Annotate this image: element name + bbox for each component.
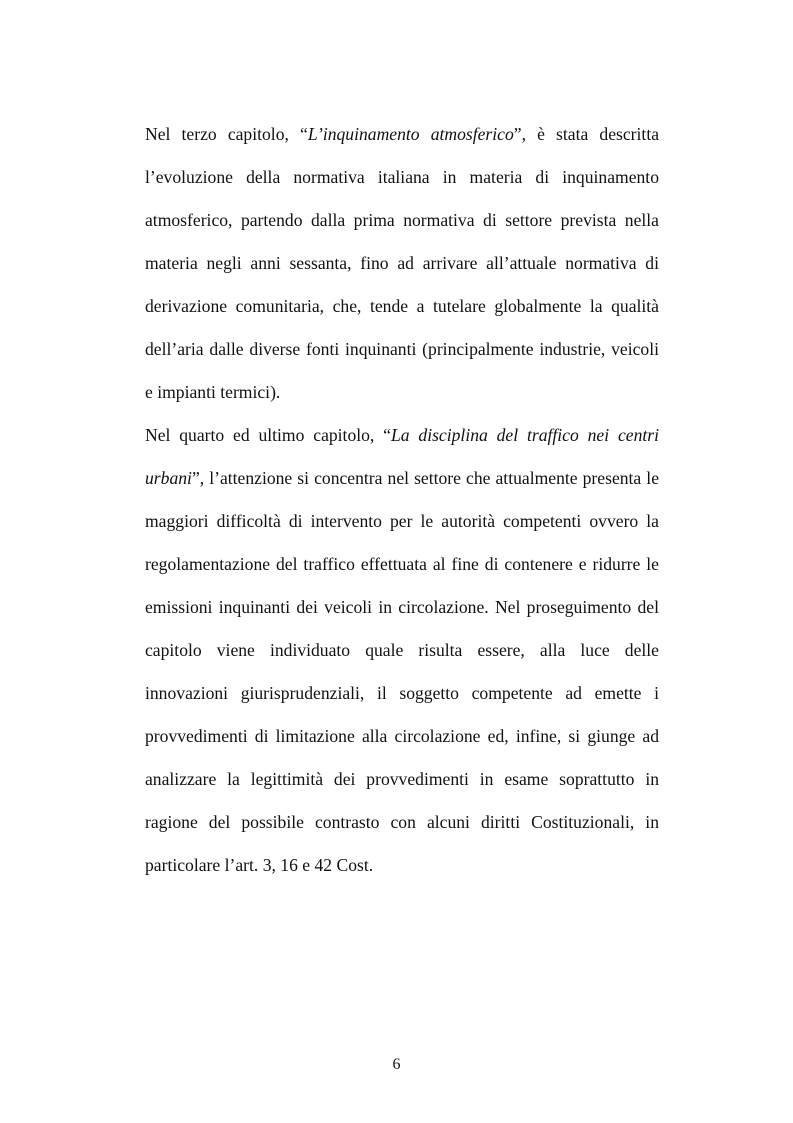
paragraph-2-text-end: ”, l’attenzione si concentra nel settore che attualmente presenta le maggiori difficoltà di intervento per le autorità competenti ovvero la regolamentazione del traffico effettuata al fine di contenere e ridurre le emissioni inquinanti dei veicoli in circolazione. Nel proseguimento del capitolo viene individuato quale risulta essere, alla luce delle innovazioni giurisprudenziali, il soggetto competente ad emette i provvedimenti di limitazione alla circolazione ed, infine, si giunge ad analizzare la legittimità dei provvedimenti in esame soprattutto in ragione del possibile contrasto con alcuni diritti Costituzionali, in particolare l’art. 3, 16 e 42 Cost. — [145, 468, 659, 875]
paragraph-1-text-end: ”, è stata descritta l’evoluzione della normativa italiana in materia di inquinamento atmosferico, partendo dalla prima normativa di settore prevista nella materia negli anni sessanta, fino ad arrivare all’attuale normativa di derivazione comunitaria, che, tende a tutelare globalmente la qualità dell’aria dalle diverse fonti inquinanti (principalmente industrie, veicoli e impianti termici). — [145, 124, 660, 402]
body-text — [145, 113, 659, 887]
page-number: 6 — [392, 1056, 401, 1073]
paragraph-2-text-start: Nel quarto ed ultimo capitolo, “ — [145, 425, 391, 445]
chapter-title-italic: La disciplina del traffico nei centri urbani — [145, 425, 659, 488]
paragraph-1-text-start: Nel terzo capitolo, “ — [145, 124, 308, 144]
chapter-title-italic: L’inquinamento atmosferico — [307, 124, 514, 144]
paragraph-third-chapter — [145, 113, 659, 414]
paragraph-fourth-chapter — [145, 414, 659, 887]
